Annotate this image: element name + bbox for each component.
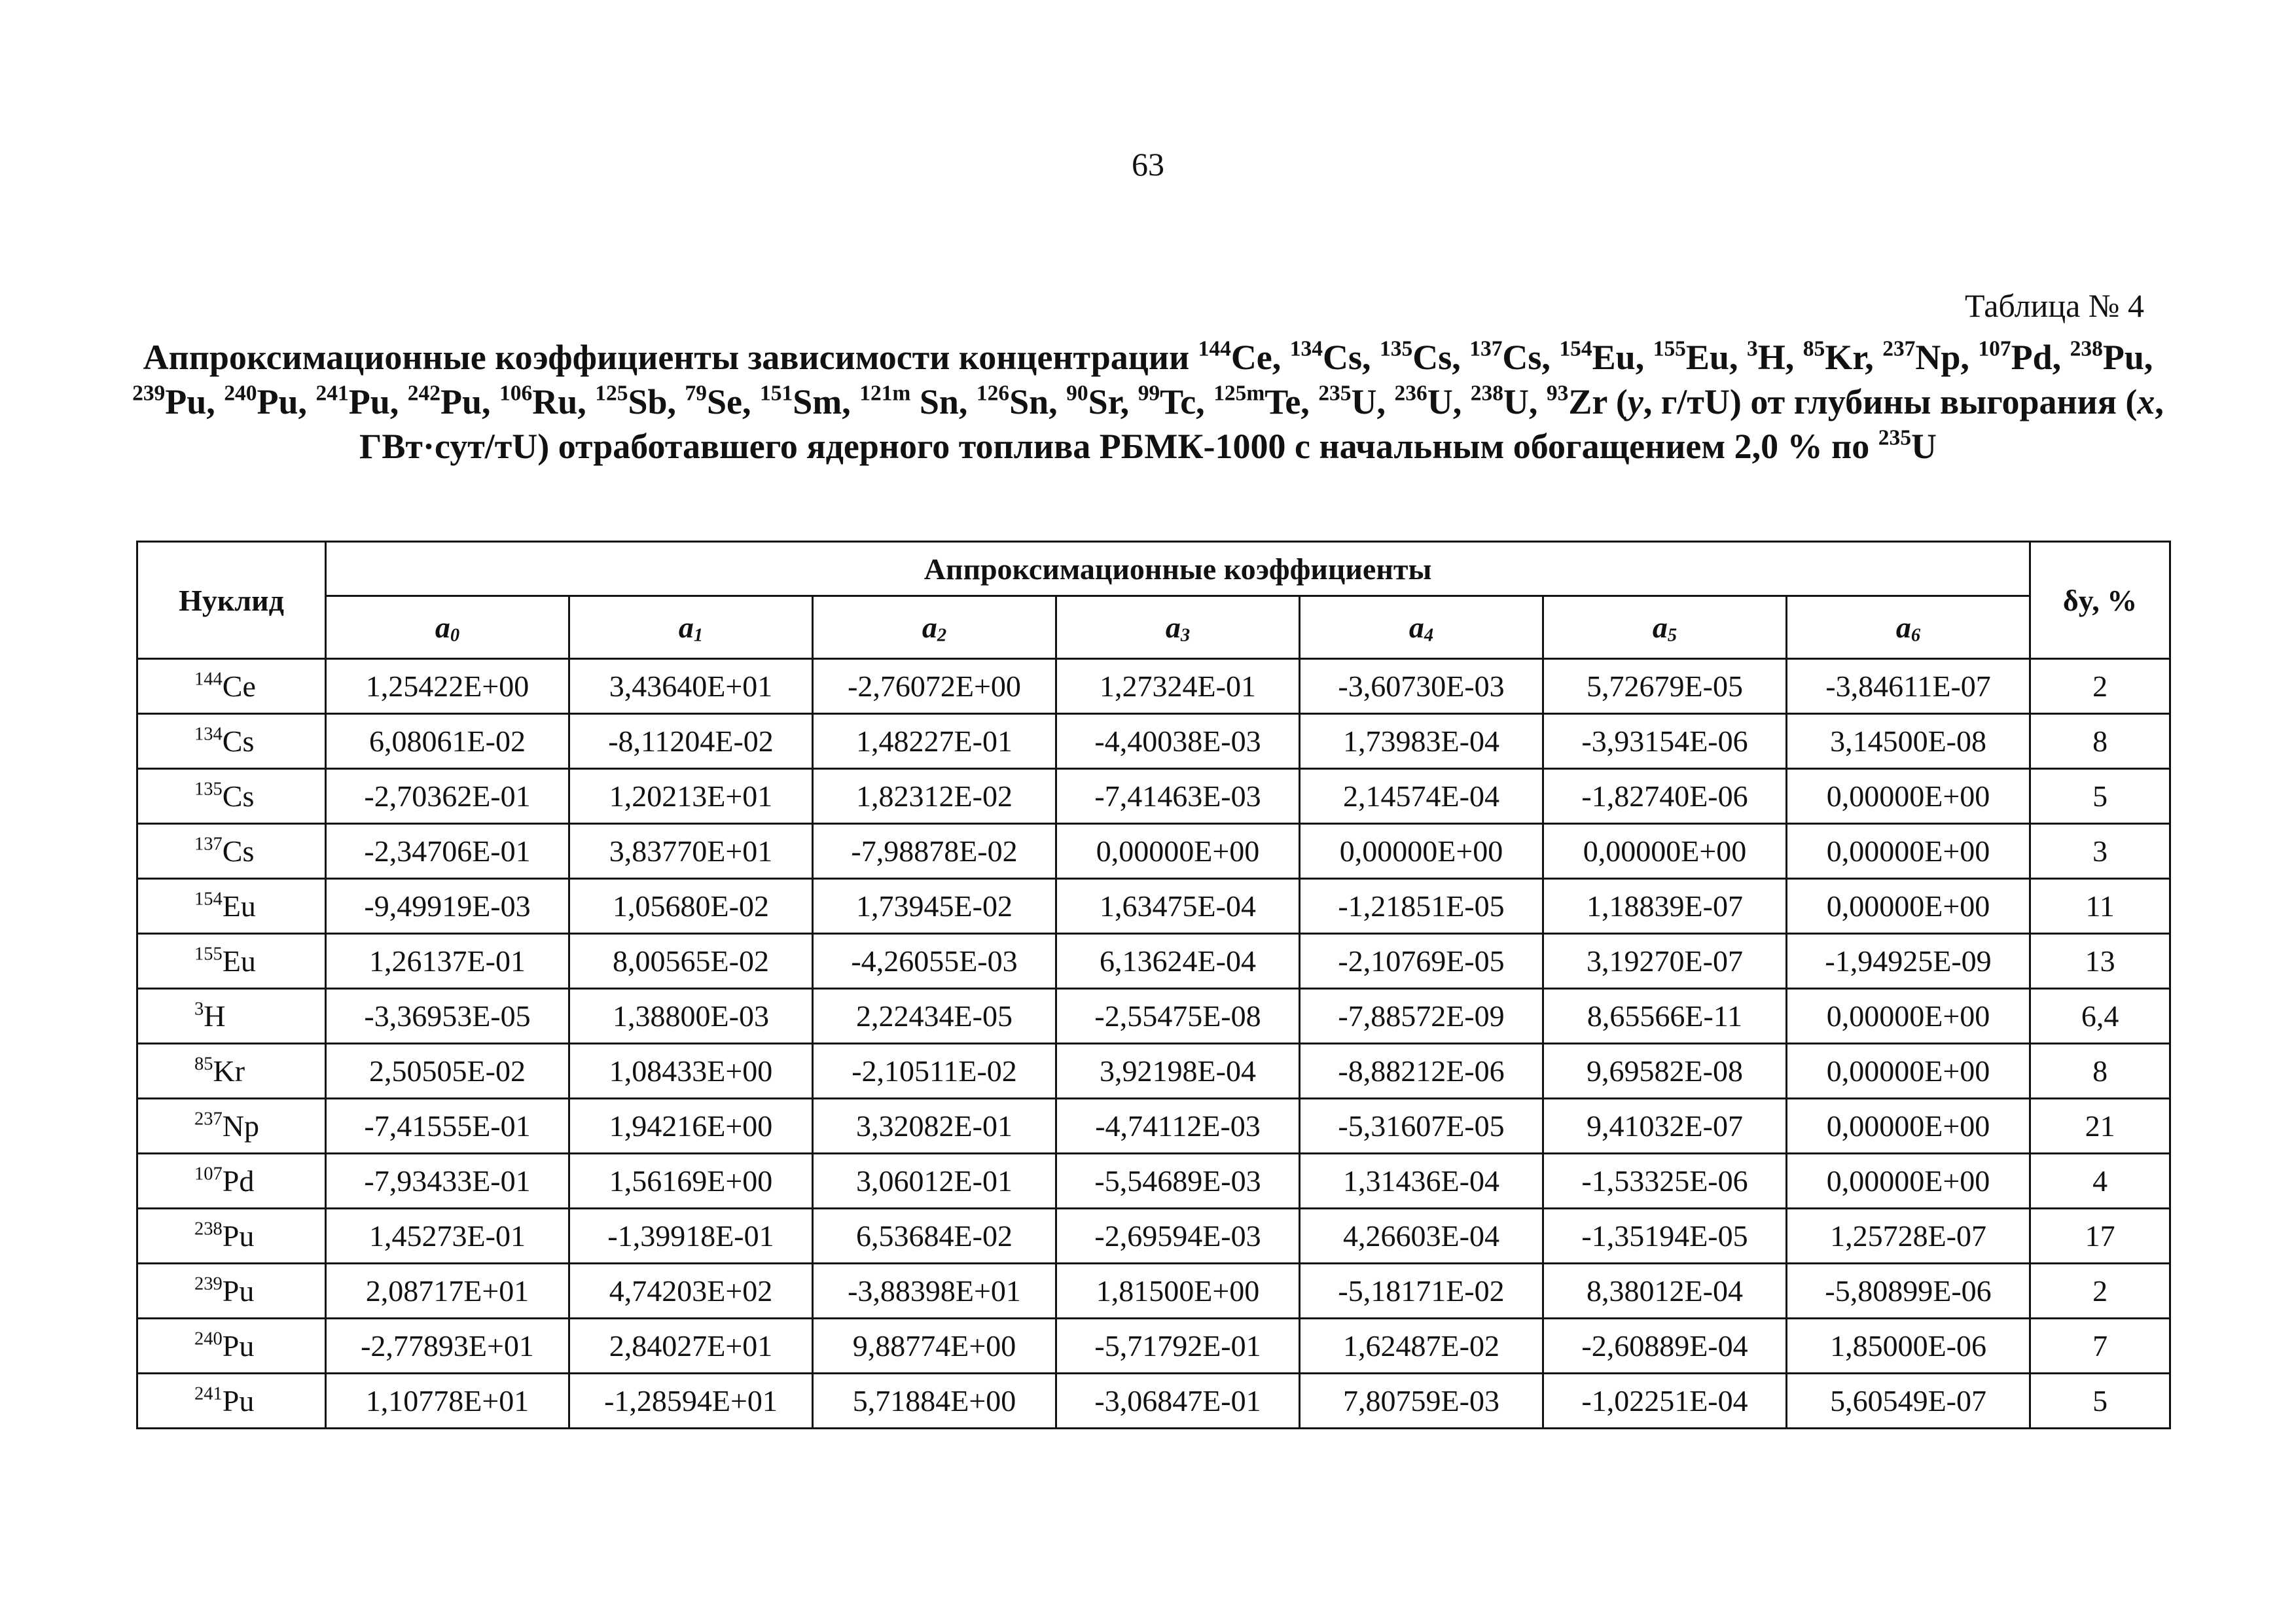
coef-a6-cell: -3,84611E-07: [1787, 659, 2030, 714]
delta-cell: 2: [2030, 659, 2170, 714]
delta-cell: 2: [2030, 1264, 2170, 1319]
table-row: [137, 879, 2170, 934]
coef-a2-cell: -4,26055E-03: [813, 934, 1056, 989]
delta-cell: 4: [2030, 1154, 2170, 1209]
delta-cell: 7: [2030, 1319, 2170, 1374]
coef-a6-cell: 5,60549E-07: [1787, 1374, 2030, 1429]
coef-a6-cell: 0,00000E+00: [1787, 824, 2030, 879]
delta-cell: 3: [2030, 824, 2170, 879]
coef-a1-cell: 1,05680E-02: [569, 879, 813, 934]
coef-a5-cell: 5,72679E-05: [1543, 659, 1787, 714]
coef-a3-cell: 6,13624E-04: [1056, 934, 1300, 989]
table-row: [137, 1374, 2170, 1429]
nuclide-cell: $^{241}$Pu: [137, 1374, 326, 1429]
nuclide-cell: $^3$H: [137, 989, 326, 1044]
coefficients-table: [136, 541, 2171, 1429]
coef-a4-cell: -7,88572E-09: [1300, 989, 1543, 1044]
coef-a5-cell: -1,35194E-05: [1543, 1209, 1787, 1264]
coef-a0-cell: 2,50505E-02: [326, 1044, 569, 1099]
coef-a0-cell: 1,10778E+01: [326, 1374, 569, 1429]
coef-a6-cell: 3,14500E-08: [1787, 714, 2030, 769]
coef-a0-cell: -7,41555E-01: [326, 1099, 569, 1154]
coef-a1-cell: 1,08433E+00: [569, 1044, 813, 1099]
coef-a4-cell: 2,14574E-04: [1300, 769, 1543, 824]
coef-a2-cell: 3,32082E-01: [813, 1099, 1056, 1154]
delta-cell: 5: [2030, 1374, 2170, 1429]
coef-a1-cell: 2,84027E+01: [569, 1319, 813, 1374]
table-row: [137, 1099, 2170, 1154]
header-coef-a1: $a_1$: [569, 596, 813, 659]
coef-a3-cell: 3,92198E-04: [1056, 1044, 1300, 1099]
coef-a5-cell: -3,93154E-06: [1543, 714, 1787, 769]
nuclide-cell: $^{135}$Cs: [137, 769, 326, 824]
coef-a1-cell: 1,38800E-03: [569, 989, 813, 1044]
coef-a2-cell: 1,73945E-02: [813, 879, 1056, 934]
coef-a0-cell: -9,49919E-03: [326, 879, 569, 934]
coef-a0-cell: -2,70362E-01: [326, 769, 569, 824]
nuclide-cell: $^{137}$Cs: [137, 824, 326, 879]
header-coef-a6: $a_6$: [1787, 596, 2030, 659]
table-row: [137, 1319, 2170, 1374]
nuclide-cell: $^{240}$Pu: [137, 1319, 326, 1374]
coef-a4-cell: -3,60730E-03: [1300, 659, 1543, 714]
coef-a2-cell: 1,48227E-01: [813, 714, 1056, 769]
header-coef-a3: $a_3$: [1056, 596, 1300, 659]
header-coef-a0: $a_0$: [326, 596, 569, 659]
nuclide-cell: $^{107}$Pd: [137, 1154, 326, 1209]
coef-a4-cell: 7,80759E-03: [1300, 1374, 1543, 1429]
coef-a4-cell: -2,10769E-05: [1300, 934, 1543, 989]
nuclide-cell: $^{155}$Eu: [137, 934, 326, 989]
coef-a0-cell: 1,25422E+00: [326, 659, 569, 714]
coef-a0-cell: -3,36953E-05: [326, 989, 569, 1044]
nuclide-cell: $^{154}$Eu: [137, 879, 326, 934]
coef-a4-cell: 1,73983E-04: [1300, 714, 1543, 769]
coefficient-header-row: [137, 596, 2170, 659]
coef-a2-cell: -2,76072E+00: [813, 659, 1056, 714]
delta-cell: 11: [2030, 879, 2170, 934]
coef-a1-cell: 3,83770E+01: [569, 824, 813, 879]
coef-a3-cell: -5,54689E-03: [1056, 1154, 1300, 1209]
delta-cell: 5: [2030, 769, 2170, 824]
coef-a6-cell: 0,00000E+00: [1787, 769, 2030, 824]
coef-a0-cell: 1,45273E-01: [326, 1209, 569, 1264]
table-row: [137, 934, 2170, 989]
nuclide-cell: $^{238}$Pu: [137, 1209, 326, 1264]
coef-a2-cell: 9,88774E+00: [813, 1319, 1056, 1374]
coef-a5-cell: 0,00000E+00: [1543, 824, 1787, 879]
coef-a4-cell: 1,62487E-02: [1300, 1319, 1543, 1374]
coef-a5-cell: 8,65566E-11: [1543, 989, 1787, 1044]
table-row: [137, 1209, 2170, 1264]
table-row: [137, 1044, 2170, 1099]
coef-a3-cell: 0,00000E+00: [1056, 824, 1300, 879]
coef-a2-cell: 5,71884E+00: [813, 1374, 1056, 1429]
coef-a5-cell: 8,38012E-04: [1543, 1264, 1787, 1319]
coef-a5-cell: -1,53325E-06: [1543, 1154, 1787, 1209]
coef-a6-cell: 1,85000E-06: [1787, 1319, 2030, 1374]
coef-a4-cell: -5,18171E-02: [1300, 1264, 1543, 1319]
page-number: 63: [1132, 146, 1164, 183]
delta-cell: 13: [2030, 934, 2170, 989]
coef-a1-cell: 8,00565E-02: [569, 934, 813, 989]
nuclide-cell: $^{144}$Ce: [137, 659, 326, 714]
coef-a4-cell: 1,31436E-04: [1300, 1154, 1543, 1209]
delta-cell: 8: [2030, 714, 2170, 769]
nuclide-cell: $^{237}$Np: [137, 1099, 326, 1154]
table-row: [137, 1154, 2170, 1209]
coef-a6-cell: 0,00000E+00: [1787, 1154, 2030, 1209]
table-row: [137, 714, 2170, 769]
coef-a5-cell: 1,18839E-07: [1543, 879, 1787, 934]
coef-a0-cell: -7,93433E-01: [326, 1154, 569, 1209]
table-row: [137, 989, 2170, 1044]
coef-a2-cell: -7,98878E-02: [813, 824, 1056, 879]
delta-cell: 6,4: [2030, 989, 2170, 1044]
coef-a1-cell: -1,39918E-01: [569, 1209, 813, 1264]
coef-a0-cell: -2,77893E+01: [326, 1319, 569, 1374]
coef-a1-cell: -1,28594E+01: [569, 1374, 813, 1429]
coef-a2-cell: -3,88398E+01: [813, 1264, 1056, 1319]
coef-a3-cell: -4,40038E-03: [1056, 714, 1300, 769]
nuclide-cell: $^{85}$Kr: [137, 1044, 326, 1099]
coef-a1-cell: 4,74203E+02: [569, 1264, 813, 1319]
coef-a6-cell: 1,25728E-07: [1787, 1209, 2030, 1264]
coef-a6-cell: 0,00000E+00: [1787, 1099, 2030, 1154]
coef-a5-cell: 9,69582E-08: [1543, 1044, 1787, 1099]
coef-a6-cell: 0,00000E+00: [1787, 989, 2030, 1044]
table-row: [137, 1264, 2170, 1319]
coef-a1-cell: 3,43640E+01: [569, 659, 813, 714]
delta-cell: 17: [2030, 1209, 2170, 1264]
header-coef-a5: $a_5$: [1543, 596, 1787, 659]
coef-a4-cell: 0,00000E+00: [1300, 824, 1543, 879]
table-row: [137, 769, 2170, 824]
table-caption: Аппроксимационные коэффициенты зависимости концентрации $^{144}$Ce, $^{134}$Cs, $^{135}$Cs, $^{137}$Cs, $^{154}$Eu, $^{155}$Eu, $^3$H, $^{85}$Kr, $^{237}$Np, $^{107}$Pd, $^{238}$Pu, $^{239}$Pu, $^{240}$Pu, $^{241}$Pu, $^{242}$Pu, $^{106}$Ru, $^{125}$Sb, $^{79}$Se, $^{151}$Sm, $^{121m}$ Sn, $^{126}$Sn, $^{90}$Sr, $^{99}$Tc, $^{125m}$Te, $^{235}$U, $^{236}$U, $^{238}$U, $^{93}$Zr (y, г/тU) от глубины выгорания (x, ГВт·сут/тU) отработавшего ядерного топлива РБМК-1000 с начальным обогащением 2,0 % по $^{235}$U: [132, 336, 2164, 466]
coef-a0-cell: 2,08717E+01: [326, 1264, 569, 1319]
coef-a5-cell: -1,82740E-06: [1543, 769, 1787, 824]
nuclide-cell: $^{134}$Cs: [137, 714, 326, 769]
header-coef-a4: $a_4$: [1300, 596, 1543, 659]
coef-a6-cell: -5,80899E-06: [1787, 1264, 2030, 1319]
coef-a0-cell: 1,26137E-01: [326, 934, 569, 989]
header-coefficients-group: Аппроксимационные коэффициенты: [326, 542, 2030, 596]
coef-a3-cell: -2,69594E-03: [1056, 1209, 1300, 1264]
coef-a3-cell: -5,71792E-01: [1056, 1319, 1300, 1374]
coef-a3-cell: 1,63475E-04: [1056, 879, 1300, 934]
table-label: Таблица № 4: [1964, 287, 2144, 324]
coef-a3-cell: -7,41463E-03: [1056, 769, 1300, 824]
coef-a5-cell: -1,02251E-04: [1543, 1374, 1787, 1429]
coef-a5-cell: 3,19270E-07: [1543, 934, 1787, 989]
coef-a4-cell: 4,26603E-04: [1300, 1209, 1543, 1264]
coef-a4-cell: -8,88212E-06: [1300, 1044, 1543, 1099]
coef-a5-cell: 9,41032E-07: [1543, 1099, 1787, 1154]
coef-a2-cell: 3,06012E-01: [813, 1154, 1056, 1209]
coef-a2-cell: -2,10511E-02: [813, 1044, 1056, 1099]
coef-a6-cell: 0,00000E+00: [1787, 879, 2030, 934]
coef-a5-cell: -2,60889E-04: [1543, 1319, 1787, 1374]
coef-a6-cell: 0,00000E+00: [1787, 1044, 2030, 1099]
table-body: [137, 659, 2170, 1429]
coef-a1-cell: 1,94216E+00: [569, 1099, 813, 1154]
coef-a3-cell: -3,06847E-01: [1056, 1374, 1300, 1429]
coef-a6-cell: -1,94925E-09: [1787, 934, 2030, 989]
coef-a4-cell: -1,21851E-05: [1300, 879, 1543, 934]
coef-a3-cell: 1,81500E+00: [1056, 1264, 1300, 1319]
coef-a3-cell: 1,27324E-01: [1056, 659, 1300, 714]
coef-a0-cell: 6,08061E-02: [326, 714, 569, 769]
coef-a1-cell: 1,20213E+01: [569, 769, 813, 824]
coef-a2-cell: 6,53684E-02: [813, 1209, 1056, 1264]
header-nuclide: Нуклид: [137, 542, 326, 659]
table-row: [137, 824, 2170, 879]
header-delta: δy, %: [2030, 542, 2170, 659]
coef-a2-cell: 2,22434E-05: [813, 989, 1056, 1044]
coef-a1-cell: 1,56169E+00: [569, 1154, 813, 1209]
table-row: [137, 659, 2170, 714]
coef-a1-cell: -8,11204E-02: [569, 714, 813, 769]
coef-a0-cell: -2,34706E-01: [326, 824, 569, 879]
header-coef-a2: $a_2$: [813, 596, 1056, 659]
coef-a3-cell: -2,55475E-08: [1056, 989, 1300, 1044]
coef-a3-cell: -4,74112E-03: [1056, 1099, 1300, 1154]
coef-a4-cell: -5,31607E-05: [1300, 1099, 1543, 1154]
nuclide-cell: $^{239}$Pu: [137, 1264, 326, 1319]
delta-cell: 21: [2030, 1099, 2170, 1154]
delta-cell: 8: [2030, 1044, 2170, 1099]
coef-a2-cell: 1,82312E-02: [813, 769, 1056, 824]
